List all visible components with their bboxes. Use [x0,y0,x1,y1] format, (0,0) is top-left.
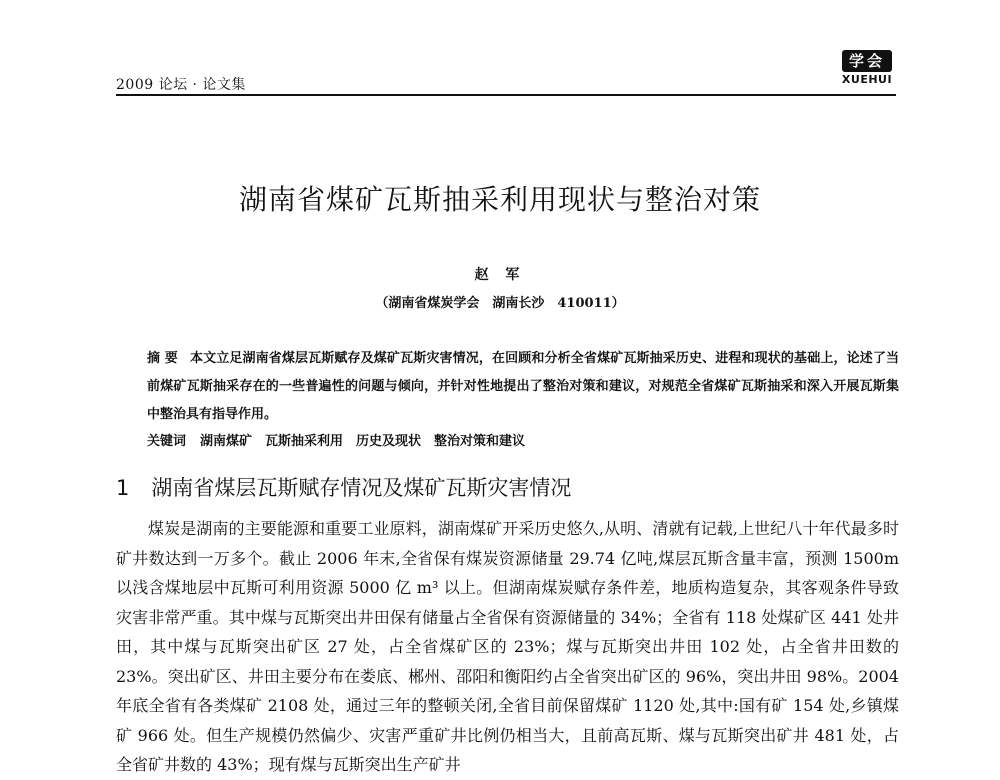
abstract-label: 摘 要 [147,351,178,366]
section-heading [116,472,571,502]
logo-text: XUEHUI [841,73,893,86]
author: 赵 军 [474,267,526,283]
keywords-text: 湖南煤矿 瓦斯抽采利用 历史及现状 整治对策和建议 [200,434,526,449]
section-title: 湖南省煤层瓦斯赋存情况及煤矿瓦斯灾害情况 [151,476,572,500]
header-rule [116,94,896,96]
journal-logo [836,50,898,86]
abstract [147,345,899,429]
abstract-text: 本文立足湖南省煤层瓦斯赋存及煤矿瓦斯灾害情况，在回顾和分析全省煤矿瓦斯抽采历史、进程和现状的基础上，论述了当前煤矿瓦斯抽采存在的一些普遍性的问题与倾向，并针对性地提出了整治对策和建议，对规范全省煤矿瓦斯抽采和深入开展瓦斯集中整治具有指导作用。 [147,351,899,422]
keywords [147,428,525,456]
section-number: 1 [116,476,130,500]
affiliation: （湖南省煤炭学会 湖南长沙 410011） [375,296,625,311]
running-head: 2009 论坛 · 论文集 [116,77,246,93]
paper-title: 湖南省煤矿瓦斯抽采利用现状与整治对策 [238,183,761,216]
body-paragraph: 煤炭是湖南的主要能源和重要工业原料，湖南煤矿开采历史悠久,从明、清就有记载,上世纪八十年代最多时矿井数达到一万多个。截止 2006 年末,全省保有煤炭资源储量 29.74 亿吨,煤层瓦斯含量丰富，预测 1500m 以浅含煤地层中瓦斯可利用资源 5000 亿 m³ 以上。但湖南煤炭赋存条件差，地质构造复杂，其客观条件导致灾害非常严重。其中煤与瓦斯突出井田保有储量占全省保有资源储量的 34%；全省有 118 处煤矿区 441 处井田，其中煤与瓦斯突出矿区 27 处，占全省煤矿区的 23%；煤与瓦斯突出井田 102 处，占全省井田数的 23%。突出矿区、井田主要分布在娄底、郴州、邵阳和衡阳约占全省突出矿区的 96%，突出井田 98%。2004 年底全省有各类煤矿 2108 处，通过三年的整顿关闭,全省目前保留煤矿 1120 处,其中:国有矿 154 处,乡镇煤矿 966 处。但生产规模仍然偏少、灾害严重矿井比例仍相当大，且前高瓦斯、煤与瓦斯突出矿井 481 处，占全省矿井数的 43%；现有煤与瓦斯突出生产矿井 [116,519,899,774]
logo-mark: 学会 [842,50,892,72]
keywords-label: 关键词 [147,434,187,449]
